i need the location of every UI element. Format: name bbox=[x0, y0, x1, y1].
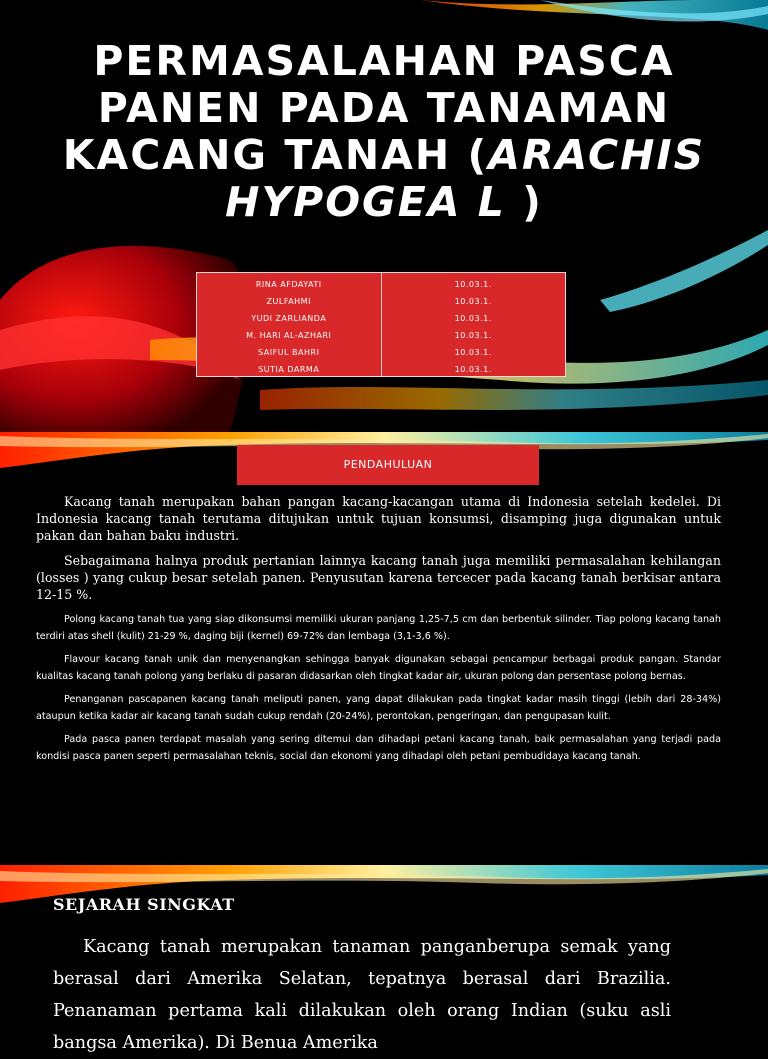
members-table bbox=[196, 272, 566, 377]
member-nim: 10.03.1. bbox=[454, 348, 492, 357]
member-name: SUTIA DARMA bbox=[258, 365, 320, 374]
member-name: RINA AFDAYATI bbox=[255, 280, 322, 289]
title-slide bbox=[0, 0, 768, 432]
member-name: ZULFAHMI bbox=[266, 297, 311, 306]
member-nim: 10.03.1. bbox=[454, 314, 492, 323]
presentation-title bbox=[60, 38, 708, 226]
member-nim: 10.03.1. bbox=[454, 297, 492, 306]
paragraph: Pada pasca panen terdapat masalah yang sering ditemui dan dihadapi petani kacang tanah, baik permasalahan yang terjadi pada kondisi pasca panen seperti permasalahan teknis, social dan ekonomi yang dihadapi oleh petani pembudidaya kacang tanah. bbox=[36, 734, 721, 762]
member-name: YUDI ZARLIANDA bbox=[251, 314, 327, 323]
member-nim: 10.03.1. bbox=[454, 280, 492, 289]
section-heading-sejarah: SEJARAH SINGKAT bbox=[53, 895, 235, 914]
history-slide bbox=[0, 865, 768, 1053]
member-name: SAIFUL BAHRI bbox=[258, 348, 320, 357]
history-paragraph: Kacang tanah merupakan tanaman panganberupa semak yang berasal dari Amerika Selatan, tepatnya berasal dari Brazilia. Penanaman pertama kali dilakukan oleh orang Indian (suku asli bangsa Amerika). Di Benua Amerika bbox=[53, 937, 671, 1053]
member-nim: 10.03.1. bbox=[454, 331, 492, 340]
paragraph: Flavour kacang tanah unik dan menyenangkan sehingga banyak digunakan sebagai pencampur berbagai produk pangan. Standar kualitas kacang tanah polong yang berlaku di pasaran didasarkan oleh tingkat kadar air, ukuran polong dan persentase polong bernas. bbox=[36, 654, 721, 682]
member-name: M. HARI AL-AZHARI bbox=[246, 331, 332, 340]
introduction-slide bbox=[0, 432, 768, 865]
paragraph: Polong kacang tanah tua yang siap dikonsumsi memiliki ukuran panjang 1,25-7,5 cm dan berbentuk silinder. Tiap polong kacang tanah terdiri atas shell (kulit) 21-29 %, daging biji (kernel) 69-72% dan lembaga (3,1-3,6 %). bbox=[36, 614, 721, 642]
title-main: PERMASALAHAN PASCA PANEN PADA TANAMAN KACANG TANAH ( bbox=[62, 37, 675, 179]
section-heading-pendahuluan: PENDAHULUAN bbox=[237, 445, 539, 485]
paragraph: Kacang tanah merupakan bahan pangan kacang-kacangan utama di Indonesia setelah kedelei. Di Indonesia kacang tanah terutama ditujukan untuk tujuan konsumsi, disamping juga digunakan untuk pakan dan bahan baku industri. bbox=[36, 494, 721, 543]
member-nim: 10.03.1. bbox=[454, 365, 492, 374]
paragraph: Penanganan pascapanen kacang tanah meliputi panen, yang dapat dilakukan pada tingkat kadar masih tinggi (lebih dari 28-34%) ataupun ketika kadar air kacang tanah sudah cukup rendah (20-24%), perontokan, pengeringan, dan pengupasan kulit. bbox=[36, 694, 721, 722]
introduction-text bbox=[36, 493, 721, 771]
paragraph: Sebagaimana halnya produk pertanian lainnya kacang tanah juga memiliki permasalahan kehilangan (losses ) yang cukup besar setelah panen. Penyusutan karena tercecer pada kacang tanah berkisar antara 12-15 %. bbox=[36, 553, 721, 602]
member-names-column bbox=[197, 273, 381, 376]
member-nim-column bbox=[381, 273, 566, 376]
title-scientific-name: ARACHIS HYPOGEA L bbox=[225, 131, 706, 226]
title-end: ) bbox=[505, 178, 543, 226]
